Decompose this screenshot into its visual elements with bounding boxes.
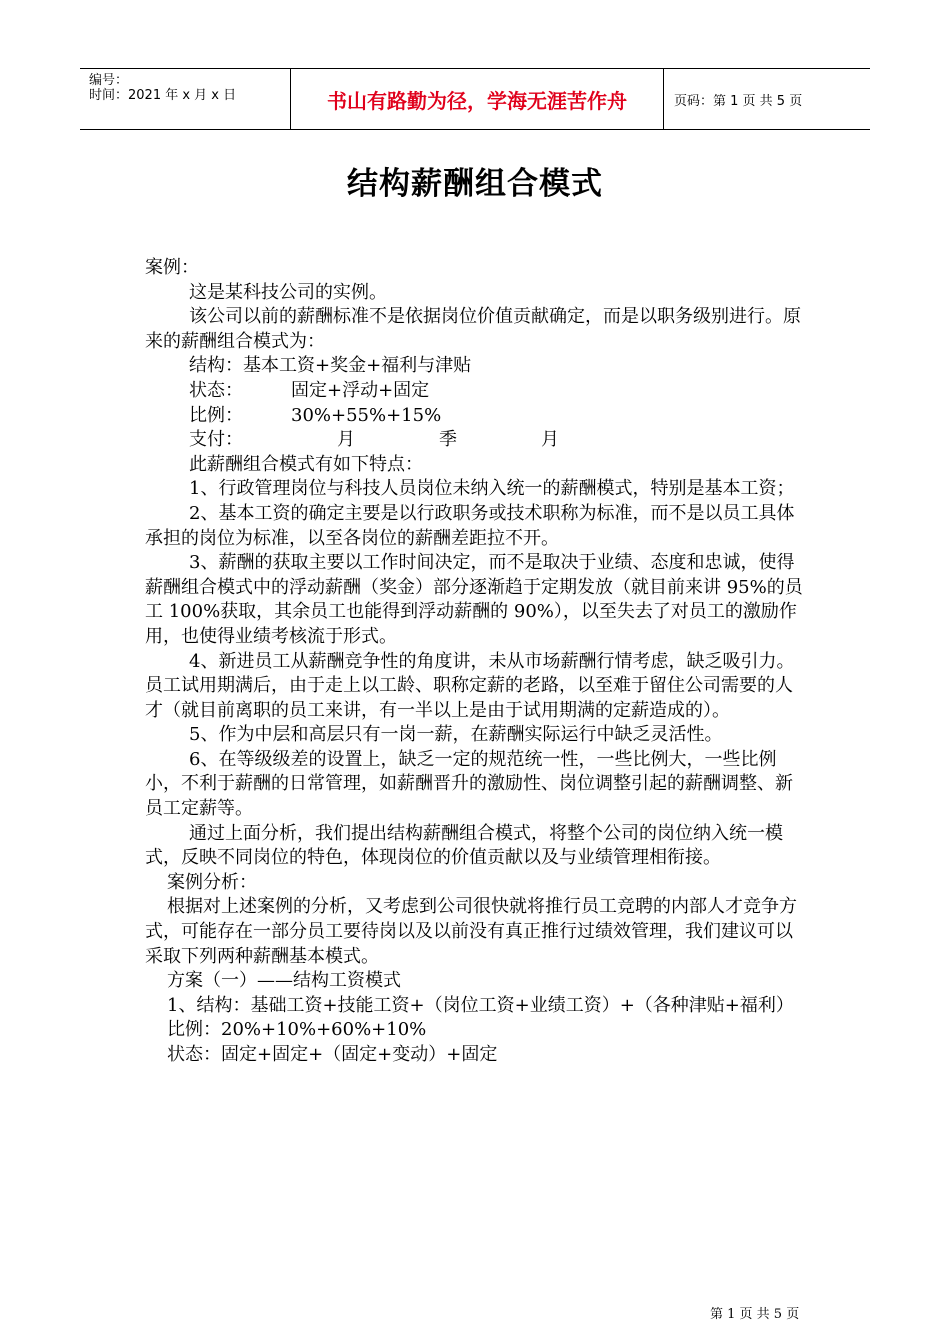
document-body xyxy=(145,256,807,1068)
status-row xyxy=(145,379,807,404)
pay-monthly-2: 月 xyxy=(541,429,559,451)
status-label: 状态： xyxy=(189,379,243,401)
header-meta xyxy=(80,69,291,129)
summary-paragraph: 通过上面分析，我们提出结构薪酬组合模式，将整个公司的岗位纳入统一模式，反映不同岗位的特色，体现岗位的价值贡献以及与业绩管理相衔接。 xyxy=(145,822,783,869)
feature-item: 2、基本工资的确定主要是以行政职务或技术职称为标准，而不是以员工具体承担的岗位为标准，以至各岗位的薪酬差距拉不开。 xyxy=(145,502,795,549)
ratio-row xyxy=(145,404,807,429)
analysis-paragraph: 根据对上述案例的分析，又考虑到公司很快就将推行员工竞聘的内部人才竞争方式，可能存在一部分员工要待岗以及以前没有真正推行过绩效管理，我们建议可以采取下列两种薪酬基本模式。 xyxy=(145,896,797,967)
feature-item: 1、行政管理岗位与科技人员岗位未纳入统一的薪酬模式，特别是基本工资； xyxy=(189,478,795,500)
status-value: 固定+浮动+固定 xyxy=(291,379,430,401)
plan1-structure: 1、结构：基础工资+技能工资+（岗位工资+业绩工资）+（各种津贴+福利） xyxy=(167,994,794,1016)
ratio-value: 30%+55%+15% xyxy=(291,404,442,426)
header-motto: 书山有路勤为径，学海无涯苦作舟 xyxy=(291,69,664,129)
analysis-label: 案例分析： xyxy=(167,871,257,893)
pay-row xyxy=(145,428,807,453)
ratio-label: 比例： xyxy=(189,404,243,426)
structure-line: 结构：基本工资+奖金+福利与津贴 xyxy=(189,355,472,377)
feature-item: 6、在等级级差的设置上，缺乏一定的规范统一性，一些比例大，一些比例小，不利于薪酬的日常管理，如薪酬晋升的激励性、岗位调整引起的薪酬调整、新员工定薪等。 xyxy=(145,748,793,820)
document-title: 结构薪酬组合模式 xyxy=(347,166,603,202)
number-label: 编号： xyxy=(89,73,129,88)
pay-monthly: 月 xyxy=(337,429,355,451)
page-header xyxy=(80,68,870,130)
time-label: 时间：2021 年 x 月 x 日 xyxy=(89,88,237,103)
pay-label: 支付： xyxy=(189,429,243,451)
case-label: 案例： xyxy=(145,257,199,278)
page-footer: 第 1 页 共 5 页 xyxy=(710,1307,800,1322)
header-page-info: 页码：第 1 页 共 5 页 xyxy=(674,93,803,109)
feature-item: 5、作为中层和高层只有一岗一薪，在薪酬实际运行中缺乏灵活性。 xyxy=(189,724,723,746)
features-intro: 此薪酬组合模式有如下特点： xyxy=(189,453,423,475)
plan1-status: 状态：固定+固定+（固定+变动）+固定 xyxy=(167,1044,498,1065)
feature-item: 4、新进员工从薪酬竞争性的角度讲，未从市场薪酬行情考虑，缺乏吸引力。员工试用期满后，由于走上以工龄、职称定薪的老路，以至难于留住公司需要的人才（就目前离职的员工来讲，有一半以上是由于试用期满的定薪造成的）。 xyxy=(145,650,795,721)
feature-item: 3、薪酬的获取主要以工作时间决定，而不是取决于业绩、态度和忠诚，使得薪酬组合模式中的浮动薪酬（奖金）部分逐渐趋于定期发放（就目前来讲 95%的员工 100%获取，其余员工也能得到浮动薪酬的 90%），以至失去了对员工的激励作用，也使得业绩考核流于形式。 xyxy=(145,552,803,647)
paragraph: 该公司以前的薪酬标准不是依据岗位价值贡献确定，而是以职务级别进行。原来的薪酬组合模式为： xyxy=(145,306,801,352)
plan1-title: 方案（一）——结构工资模式 xyxy=(167,970,401,992)
plan1-ratio: 比例：20%+10%+60%+10% xyxy=(167,1019,427,1041)
pay-quarterly: 季 xyxy=(439,429,457,451)
paragraph: 这是某科技公司的实例。 xyxy=(189,281,387,303)
